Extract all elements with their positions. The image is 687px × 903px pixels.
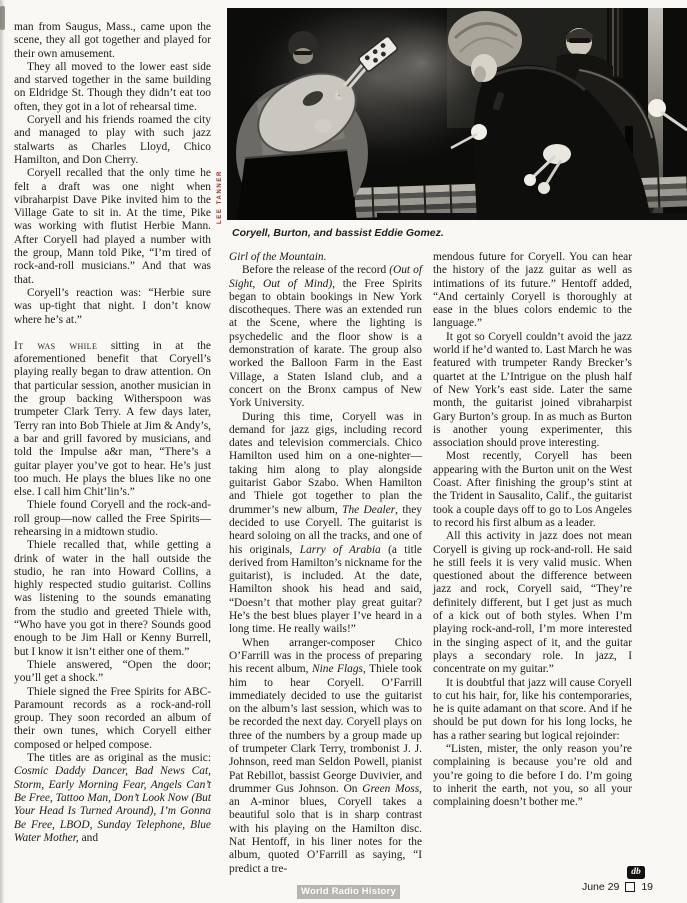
paragraph xyxy=(14,752,211,845)
paragraph xyxy=(14,287,211,327)
paragraph xyxy=(14,340,211,500)
music-stand xyxy=(237,150,357,220)
paragraph xyxy=(14,659,211,686)
text-segment: “Listen, mister, the only reason you’re complaining is because you’re old and you’re going to die before I do. I’m going to inherit the earth, not you, so all your complaining doesn’t bother me.” xyxy=(433,742,632,809)
text-segment: It was while xyxy=(14,339,98,352)
text-segment: Thiele signed the Free Spirits for ABC-Paramount records as a rock-and-roll group. They soon recorded an album of their own tunes, which Coryell either composed or helped compose. xyxy=(14,685,211,751)
text-segment: Girl of the Mountain. xyxy=(229,251,327,263)
article-column-middle xyxy=(229,251,422,876)
text-segment: , an A-minor blues, Coryell takes a beautiful solo that is in sharp contrast with his playing on the Hamilton disc. Nat Hentoff, in his liner notes for the album, quoted O’Farrill as saying, “I predict a tre- xyxy=(229,782,422,875)
text-segment: Coryell’s reaction was: “Herbie sure was up-tight that night. I don’t know where he’s at.” xyxy=(14,286,211,326)
text-segment: Nine Flags xyxy=(311,663,363,676)
article-column-left xyxy=(14,21,211,845)
issue-date: June 29 xyxy=(581,881,620,893)
text-segment: Green Moss xyxy=(362,782,420,795)
text-segment: Cosmic Daddy Dancer, Bad News Cat, Storm, Early Morning Fear, Angels Can’t Be Free, Tattoo Man, Don’t Look Now (But Your Head Is Turned Around), I’m Gonna Be Free, LBOD, Sunday Telephone, Blue Water Mother, xyxy=(14,765,211,844)
text-segment: and xyxy=(78,831,99,844)
paragraph xyxy=(229,264,422,410)
paragraph xyxy=(433,450,632,530)
performance-photo xyxy=(227,8,687,220)
paragraph xyxy=(229,637,422,876)
paragraph xyxy=(433,677,632,743)
text-segment: The titles are as original as the music: xyxy=(27,752,211,765)
photo-caption: Coryell, Burton, and bassist Eddie Gomez. xyxy=(232,227,444,239)
paragraph xyxy=(229,411,422,637)
paragraph xyxy=(433,251,632,331)
paragraph xyxy=(14,539,211,659)
text-segment: The Dealer xyxy=(342,503,396,516)
text-segment: Thiele recalled that, while getting a drink of water in the hall outside the studio, he ran into Howard Collins, a highly respected studio guitarist. Collins was listening to the sounds emanating from the studio and greeted Thiele with, “Who have you got in there? Sounds good enough to be Jim Hall or Kenny Burrell, but I know it isn’t either one of them.” xyxy=(14,539,211,658)
paragraph xyxy=(14,499,211,539)
text-segment: Most recently, Coryell has been appearing with the Burton unit on the West Coast. After finishing the group’s stint at the Trident in Sausalito, Calif., the guitarist took a couple days off to go to Los Angeles to record his first album as a leader. xyxy=(433,450,632,529)
text-segment: It got so Coryell couldn’t avoid the jazz world if he’d wanted to. Last March he was featured with trumpeter Randy Brecker’s quartet at the L’Intrigue on the plush half of New York’s east side. Later the same month, the guitarist joined vibraharpist Gary Burton’s group. In as much as Burton is another young experimenter, this association should prove interesting. xyxy=(433,330,632,450)
paragraph xyxy=(14,114,211,167)
text-segment: , they decided to use Coryell. The guitarist is heard soloing on all the tracks, and one of his originals, xyxy=(229,503,422,556)
scan-edge-shadow xyxy=(0,0,5,903)
mallet-head xyxy=(471,124,487,140)
issue-footer xyxy=(582,881,653,893)
paragraph xyxy=(14,21,211,61)
mallet-hand xyxy=(543,144,571,164)
page-number: 19 xyxy=(641,881,653,893)
paragraph xyxy=(433,530,632,676)
text-segment: , Thiele took him to hear Coryell. O’Farrill immediately decided to use the guitarist on the album’s last session, which was to be recorded the next day. Coryell plays on three of the numbers by a group made up of trumpeter Clark Terry, trombonist J. J. Johnson, reed man Seldon Powell, pianist Pat Rebillot, bassist George Duvivier, and drummer Gus Johnson. On xyxy=(229,663,422,795)
text-segment: , the Free Spirits began to obtain bookings in New York discotheques. There was an extended run at the Scene, where the lighting is psychedelic and the floor show is a demonstration of karate. The group also worked the Balloon Farm in the East Village, a Staten Island club, and a concert on the Bronx campus of New York University. xyxy=(229,277,423,410)
text-segment: sitting in at the aforementioned benefit that Coryell’s playing really began to draw attention. On that particular session, another musician in the group backing Witherspoon was trumpeter Clark Terry. A few days later, Terry ran into Bob Thiele at Jim & Andy’s, a bar and grill favored by musicians, and told the Impulse a&r man, “There’s a guitar player you’ve got to hear. He’s just too much. He plays the blues like no one else. I call him Chit’lin’s.” xyxy=(14,339,211,499)
text-segment: Thiele answered, “Open the door; you’ll get a shock.” xyxy=(14,658,211,685)
paragraph xyxy=(433,331,632,451)
text-segment: mendous future for Coryell. You can hear the history of the jazz guitar as well as intimations of its future.” Hentoff added, “And certainly Coryell is thoroughly at ease in the blues colors endemic to the language.” xyxy=(433,251,632,330)
watermark-label: World Radio History xyxy=(297,885,400,899)
text-segment: All this activity in jazz does not mean Coryell is giving up rock-and-roll. He said he still feels it is very valid music. When questioned about the difference between jazz and rock, Coryell said, “They’re definitely different, but I get just as much of a kick out of both styles. When I’m playing rock-and-roll, I’m more interested in the singing aspect of it, and the guitar plays a secondary role. In jazz, I concentrate on my guitar.” xyxy=(433,530,632,676)
paragraph xyxy=(229,251,422,264)
text-segment: Coryell recalled that the only time he felt a draft was one night when vibraharpist Dave Pike invited him to the Village Gate to sit in. At the time, Pike was working with flutist Herbie Mann. After Coryell had played a number with the group, Mann told Pike, “I’m tired of rock-and-roll musicians.” And that was that. xyxy=(14,167,211,286)
paragraph xyxy=(14,167,211,287)
text-segment: (a title derived from Hamilton’s nickname for the guitarist), is included. At the date, Hamilton shook his head and said, “Doesn’t that mother play great guitar? He’s the best blues player I’ve heard in a long time. He really wails!” xyxy=(229,543,422,636)
text-segment: Coryell and his friends roamed the city and managed to play with such jazz stalwarts as Charles Lloyd, Chico Hamilton, and Don Cherry. xyxy=(14,114,211,166)
text-segment: When arranger-composer Chico O’Farrill was in the process of preparing his recent album, xyxy=(229,636,422,676)
text-segment: They all moved to the lower east side and starved together in the same building on Eldridge St. Though they didn’t eat too often, they got in a lot of rehearsal time. xyxy=(14,60,211,113)
text-segment: Before the release of the record xyxy=(242,264,390,277)
downbeat-logo: db xyxy=(627,866,645,879)
text-segment: (Out of Sight, Out of Mind) xyxy=(229,264,422,290)
paragraph xyxy=(14,61,211,114)
text-segment: It is doubtful that jazz will cause Coryell to cut his hair, for, like his contemporaries, he is quite adamant on that score. And if he should be put down for his long locks, he has a rather searing but logical rejoinder: xyxy=(433,676,632,742)
text-segment: man from Saugus, Mass., came upon the scene, they all got together and played for their own amusement. xyxy=(14,21,211,60)
scan-corner-mark xyxy=(0,6,5,30)
photo-art xyxy=(227,8,687,220)
text-segment: Thiele found Coryell and the rock-and-roll group—now called the Free Spirits—rehearsing in a midtown studio. xyxy=(14,499,211,538)
article-column-right xyxy=(433,251,632,809)
text-segment: Larry of Arabia xyxy=(299,543,381,556)
paragraph xyxy=(14,686,211,752)
text-segment: During this time, Coryell was in demand for jazz gigs, including record dates and television commercials. Chico Hamilton used him on a one-nighter—taking him along to play alongside guitarist Gabor Szabo. When Hamilton and Thiele got together to plan the drummer’s new album, xyxy=(229,410,422,516)
photo-credit: LEE TANNER xyxy=(217,170,223,224)
paragraph xyxy=(433,743,632,809)
issue-square-glyph xyxy=(625,882,635,892)
